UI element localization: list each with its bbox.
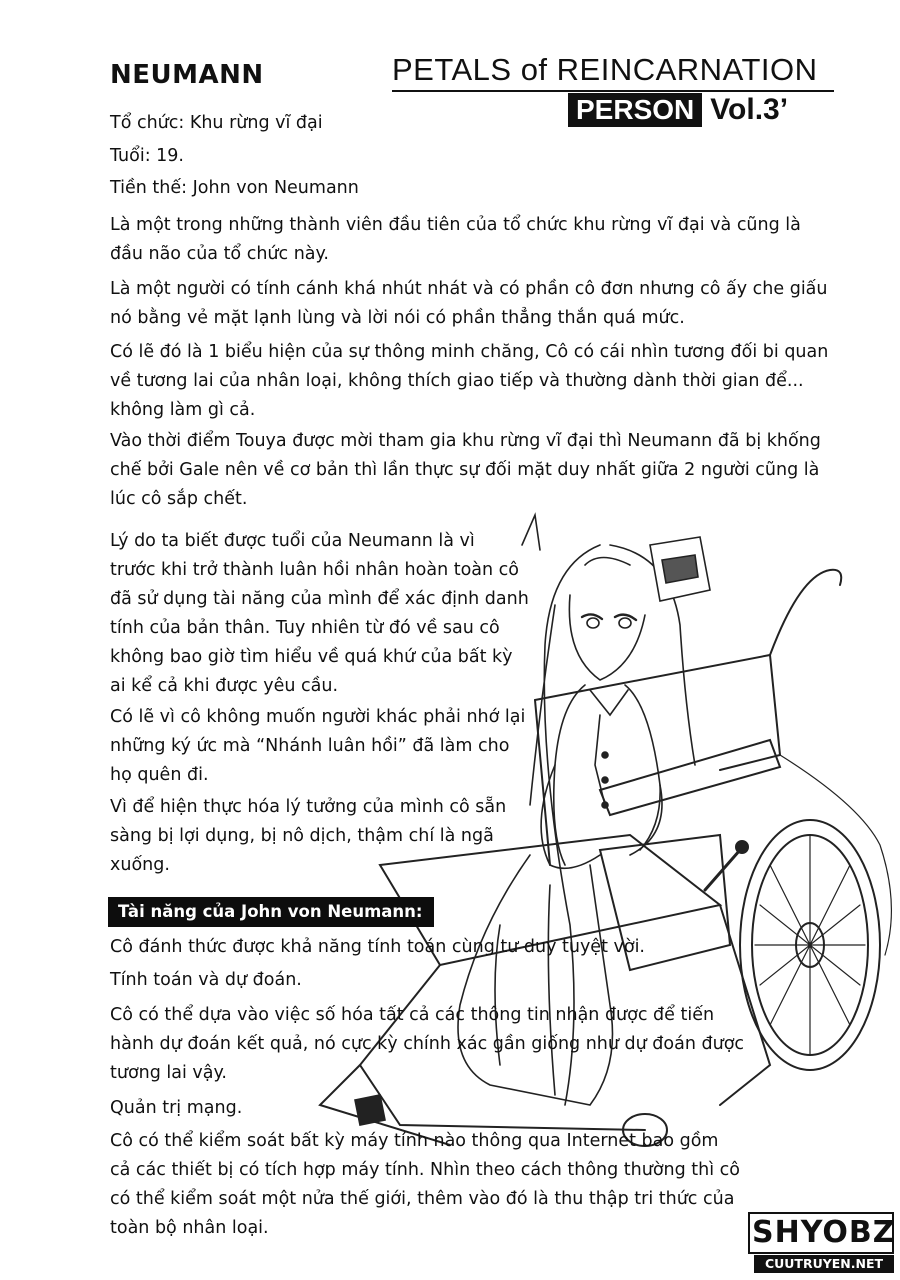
talent-block-2 — [110, 966, 302, 995]
paragraph-line: Vì để hiện thực hóa lý tưởng của mình cô sẵn — [110, 797, 507, 817]
volume-label: Vol.3’ — [710, 93, 789, 126]
watermark-url: CUUTRUYEN.NET — [754, 1255, 894, 1273]
talent-line: Cô có thể kiểm soát bất kỳ máy tính nào thông qua Internet bao gồm — [110, 1131, 719, 1151]
paragraph-2 — [110, 275, 828, 333]
talent-line: Cô đánh thức được khả năng tính toán cùng tư duy tuyệt vời. — [110, 937, 645, 957]
paragraph-line: không làm gì cả. — [110, 400, 256, 420]
talent-line: hành dự đoán kết quả, nó cực kỳ chính xác gần giống như dự đoán được — [110, 1034, 745, 1054]
paragraph-line: Là một người có tính cánh khá nhút nhát và có phần cô đơn nhưng cô ấy che giấu — [110, 279, 828, 299]
profile-organization: Tổ chức: Khu rừng vĩ đại — [110, 113, 323, 133]
paragraph-6 — [110, 703, 525, 790]
paragraph-line: không bao giờ tìm hiểu về quá khứ của bất kỳ — [110, 647, 513, 667]
profile-age: Tuổi: 19. — [110, 145, 184, 166]
paragraph-line: trước khi trở thành luân hồi nhân hoàn toàn cô — [110, 560, 520, 580]
profile-info — [110, 107, 359, 205]
paragraph-line: chế bởi Gale nên về cơ bản thì lần thực sự đối mặt duy nhất giữa 2 người cũng là — [110, 460, 820, 480]
paragraph-line: ai kể cả khi được yêu cầu. — [110, 676, 339, 696]
watermark-logo — [748, 1212, 896, 1274]
talent-line: cả các thiết bị có tích hợp máy tính. Nhìn theo cách thông thường thì cô — [110, 1160, 741, 1180]
paragraph-1 — [110, 211, 801, 269]
talent-line: toàn bộ nhân loại. — [110, 1218, 269, 1238]
series-title: PETALS of REINCARNATION — [392, 52, 834, 92]
paragraph-line: về tương lai của nhân loại, không thích giao tiếp và thường dành thời gian để... — [110, 371, 804, 391]
paragraph-7 — [110, 793, 506, 880]
talent-line: có thể kiểm soát một nửa thế giới, thêm vào đó là thu thập tri thức của — [110, 1189, 735, 1209]
paragraph-line: đã sử dụng tài năng của mình để xác định danh — [110, 589, 529, 609]
profile-past-life: Tiền thế: John von Neumann — [110, 178, 359, 198]
paragraph-line: Có lẽ vì cô không muốn người khác phải nhớ lại — [110, 707, 526, 727]
paragraph-line: nó bằng vẻ mặt lạnh lùng và lời nói có phần thẳng thắn quá mức. — [110, 308, 685, 328]
paragraph-line: đầu não của tổ chức này. — [110, 244, 329, 264]
paragraph-line: lúc cô sắp chết. — [110, 489, 248, 509]
character-name: NEUMANN — [110, 60, 264, 90]
paragraph-3 — [110, 338, 828, 425]
paragraph-line: sàng bị lợi dụng, bị nô dịch, thậm chí là ngã — [110, 826, 494, 846]
paragraph-line: Là một trong những thành viên đầu tiên của tổ chức khu rừng vĩ đại và cũng là — [110, 215, 801, 235]
talent-block-1 — [110, 933, 645, 962]
talent-block-4 — [110, 1094, 242, 1123]
talent-block-5 — [110, 1127, 740, 1243]
paragraph-line: Vào thời điểm Touya được mời tham gia khu rừng vĩ đại thì Neumann đã bị khống — [110, 431, 821, 451]
talent-line: Cô có thể dựa vào việc số hóa tất cả các thông tin nhận được để tiến — [110, 1005, 715, 1025]
watermark-main: SHYOBZ — [752, 1215, 896, 1250]
paragraph-line: họ quên đi. — [110, 765, 209, 785]
paragraph-line: tính của bản thân. Tuy nhiên từ đó về sau cô — [110, 618, 500, 638]
talent-line: Quản trị mạng. — [110, 1098, 243, 1118]
series-subtitle — [568, 93, 788, 127]
paragraph-line: xuống. — [110, 855, 170, 875]
paragraph-line: Có lẽ đó là 1 biểu hiện của sự thông minh chăng, Cô có cái nhìn tương đối bi quan — [110, 342, 829, 362]
paragraph-4 — [110, 427, 821, 514]
talent-block-3 — [110, 1001, 744, 1088]
talent-line: tương lai vậy. — [110, 1063, 227, 1083]
person-label: PERSON — [568, 93, 702, 127]
talent-heading: Tài năng của John von Neumann: — [108, 897, 434, 927]
paragraph-5 — [110, 527, 529, 701]
paragraph-line: Lý do ta biết được tuổi của Neumann là vì — [110, 531, 475, 551]
paragraph-line: những ký ức mà “Nhánh luân hồi” đã làm cho — [110, 736, 510, 756]
talent-line: Tính toán và dự đoán. — [110, 970, 302, 990]
